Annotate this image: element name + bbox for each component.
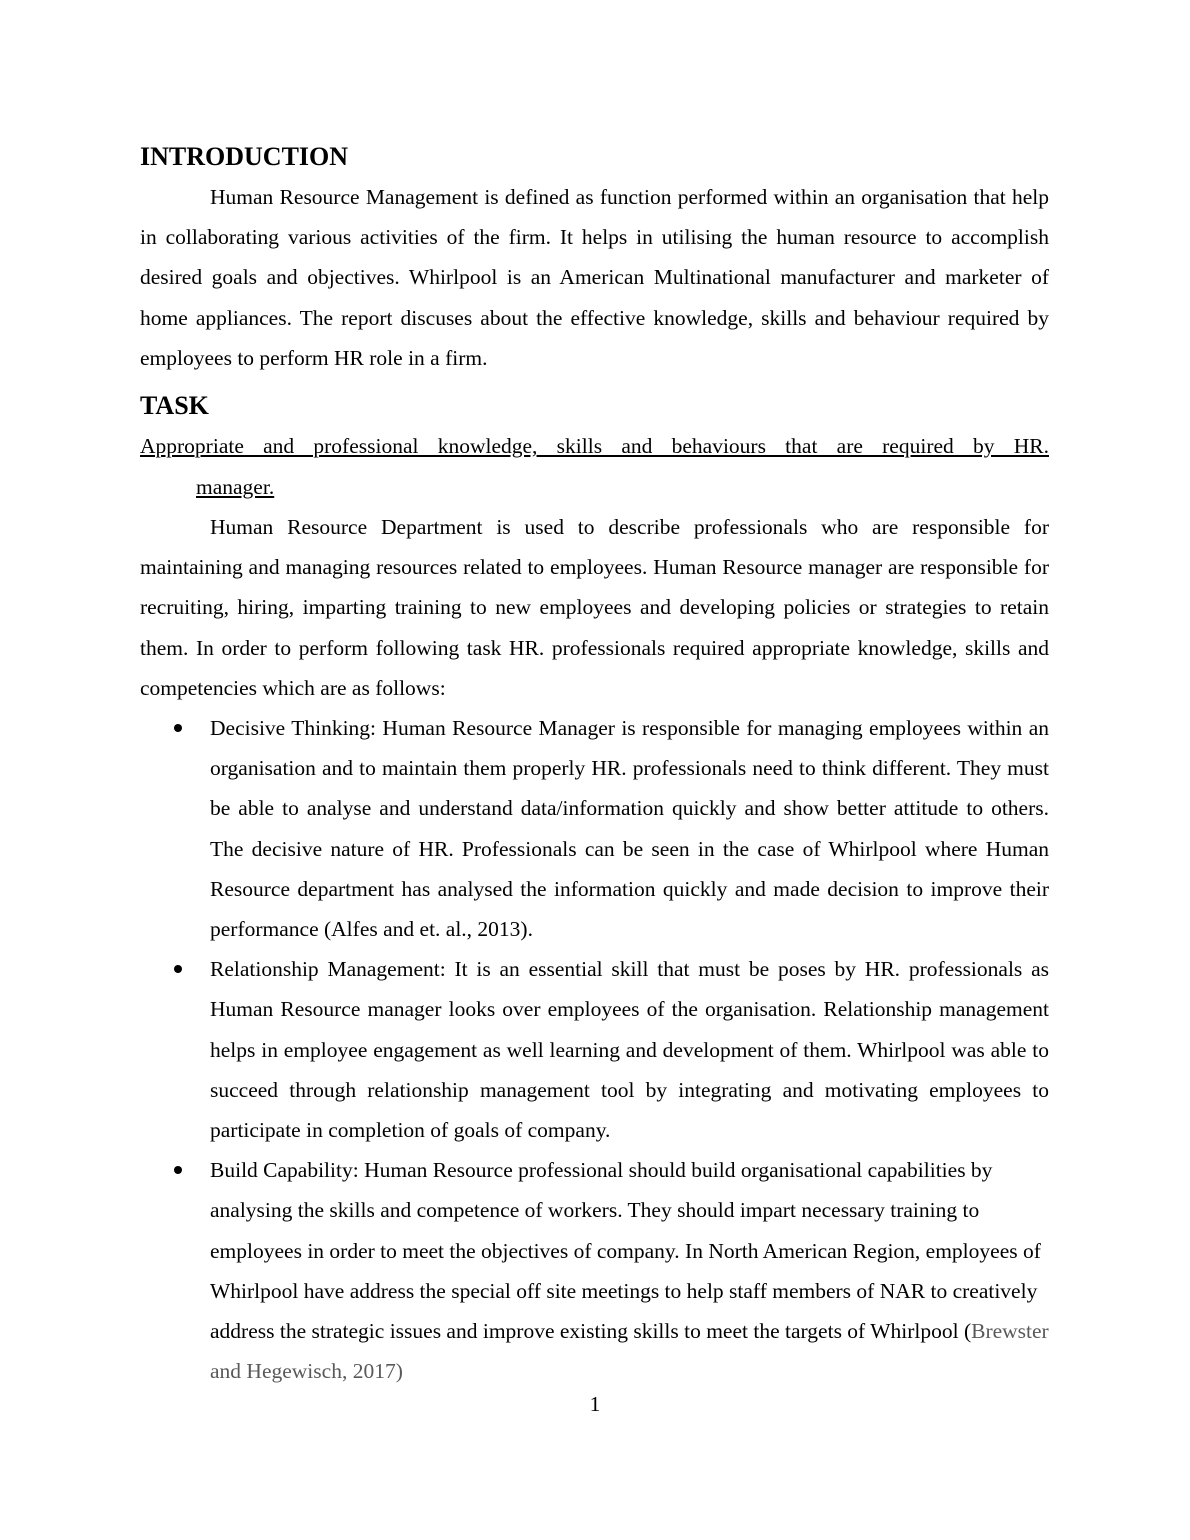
citation-text: Brewster and Hegewisch, 2017) xyxy=(210,1319,1049,1384)
task-subheading-line1: Appropriate and professional knowledge, skills and behaviours that are required by HR. xyxy=(140,434,1049,459)
bullet-icon xyxy=(174,1150,184,1190)
task-subheading xyxy=(140,426,1049,507)
bullet-icon xyxy=(174,949,184,989)
task-subheading-line2: manager. xyxy=(196,474,275,499)
competency-list xyxy=(140,708,1049,1391)
task-heading: TASK xyxy=(140,391,209,421)
introduction-heading: INTRODUCTION xyxy=(140,142,349,171)
list-item-relationship-management xyxy=(140,949,1049,1150)
task-paragraph: Human Resource Department is used to describe professionals who are responsible for maintaining and managing resources related to employees. Human Resource manager are responsible for recruiting, hiring, imparting training to new employees and developing policies or strategies to retain them. In order to perform following task HR. professionals required appropriate knowledge, skills and competencies which are as follows: xyxy=(140,515,1049,700)
list-item-decisive-thinking xyxy=(140,708,1049,949)
list-item-text: Relationship Management: It is an essential skill that must be poses by HR. professionals as Human Resource manager looks over employees of the organisation. Relationship management helps in employee engagement as well learning and development of them. Whirlpool was able to succeed through relationship management tool by integrating and motivating employees to participate in completion of goals of company. xyxy=(210,957,1049,1143)
introduction-paragraph: Human Resource Management is defined as function performed within an organisation that help in collaborating various activities of the firm. It helps in utilising the human resource to accomplish desired goals and objectives. Whirlpool is an American Multinational manufacturer and marketer of home appliances. The report discuses about the effective knowledge, skills and behaviour required by employees to perform HR role in a firm. xyxy=(140,185,1049,370)
page-number: 1 xyxy=(589,1392,601,1416)
list-item-text: Build Capability: Human Resource professional should build organisational capabilities by analysing the skills and competence of workers. They should impart necessary training to employees in order to meet the objectives of company. In North American Region, employees of Whirlpool have address the special off site meetings to help staff members of NAR to creatively address the strategic issues and improve existing skills to meet the targets of Whirlpool ( xyxy=(210,1158,1041,1344)
list-item-build-capability xyxy=(140,1150,1049,1391)
list-item-text: Decisive Thinking: Human Resource Manager is responsible for managing employees within an organisation and to maintain them properly HR. professionals need to think different. They must be able to analyse and understand data/information quickly and show better attitude to others. The decisive nature of HR. Professionals can be seen in the case of Whirlpool where Human Resource department has analysed the information quickly and made decision to improve their performance (Alfes and et. al., 2013). xyxy=(210,716,1049,942)
task-subheading-line2-wrap xyxy=(140,467,1049,508)
bullet-icon xyxy=(174,708,184,748)
page-content xyxy=(140,137,1049,1391)
